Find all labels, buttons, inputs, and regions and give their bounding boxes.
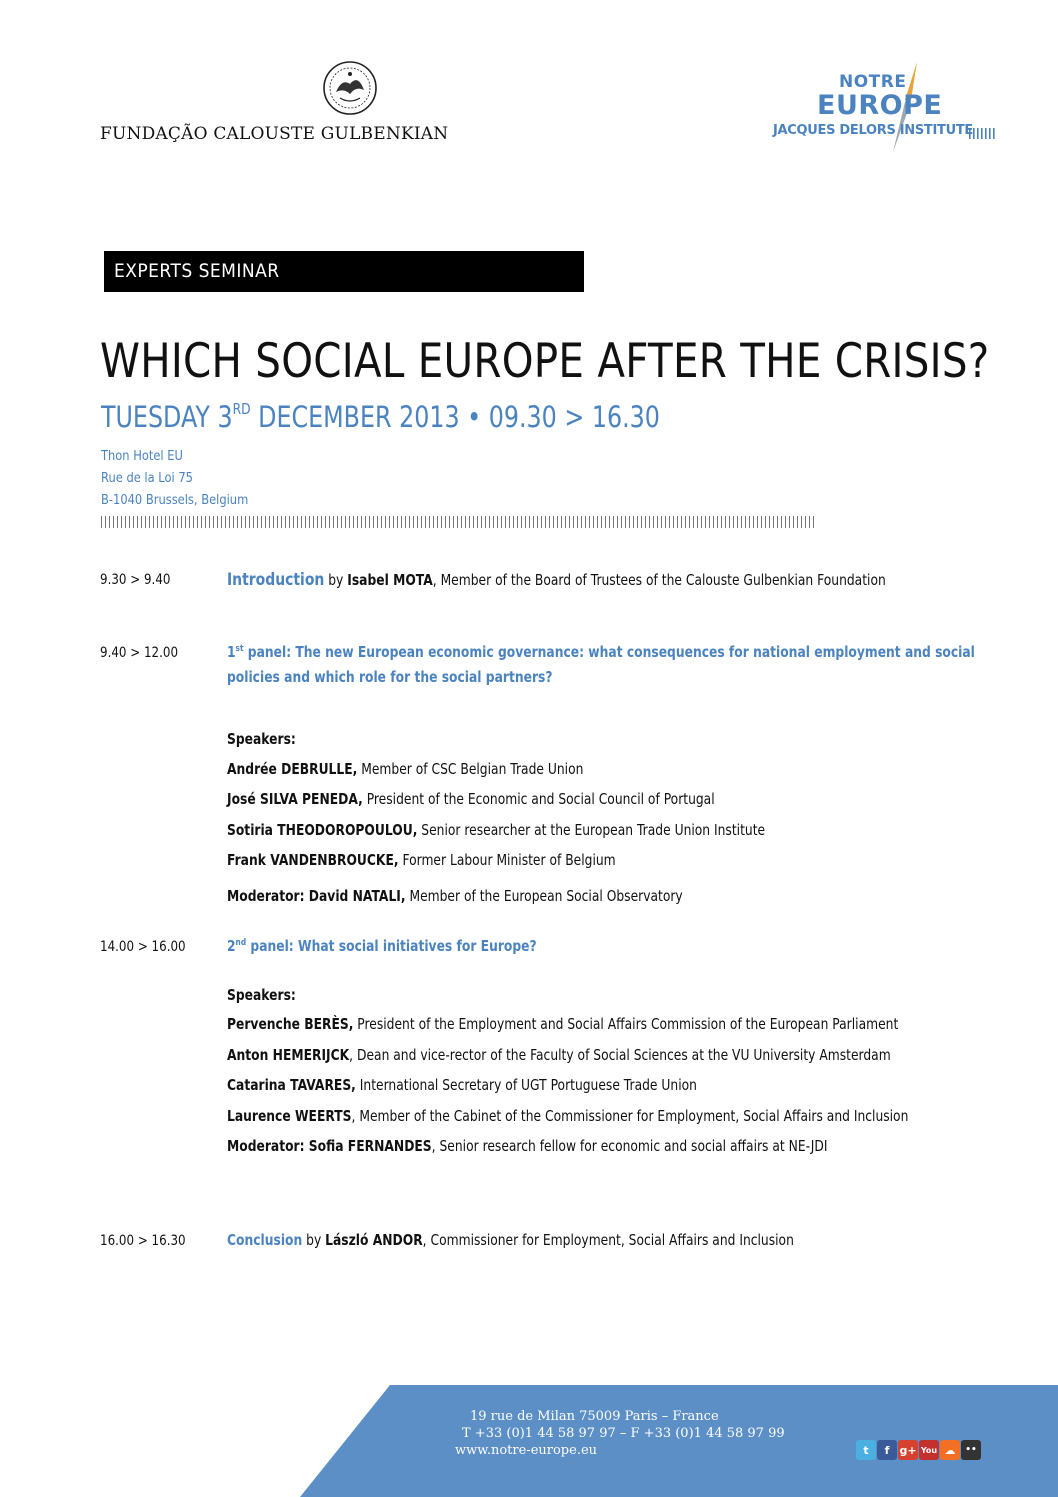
panel1-speaker: [227, 760, 583, 778]
tick-divider: [101, 516, 817, 528]
speaker-role: Former Labour Minister of Belgium: [398, 851, 616, 869]
moderator-role: Member of the European Social Observatory: [405, 887, 683, 905]
intro-speaker: Isabel MOTA: [347, 571, 433, 589]
panel1-speaker: [227, 790, 715, 808]
panel2-time: 14.00 > 16.00: [100, 939, 186, 955]
speaker-name: José SILVA PENEDA,: [227, 790, 363, 808]
panel1-title-line1: [227, 643, 975, 661]
moderator-name: Moderator: David NATALI,: [227, 887, 406, 905]
panel1-time: 9.40 > 12.00: [100, 645, 179, 661]
speaker-name: Andrée DEBRULLE,: [227, 760, 358, 778]
conclusion-speaker: László ANDOR: [325, 1231, 423, 1249]
moderator-role: , Senior research fellow for economic and social affairs at NE-JDI: [431, 1137, 828, 1155]
panel1-title-line2: policies and which role for the social partners?: [227, 668, 553, 686]
notre-europe-subtitle: JACQUES DELORS INSTITUTE: [773, 123, 974, 138]
speaker-role: , Member of the Cabinet of the Commissioner for Employment, Social Affairs and Inclusion: [351, 1107, 909, 1125]
google-plus-icon[interactable]: g+: [898, 1440, 918, 1460]
date-day: TUESDAY 3: [101, 400, 233, 434]
venue-city: B-1040 Brussels, Belgium: [101, 492, 249, 508]
panel1-speaker: [227, 851, 616, 869]
gulbenkian-name: FUNDAÇÃO CALOUSTE GULBENKIAN: [100, 124, 449, 144]
speaker-name: Laurence WEERTS: [227, 1107, 352, 1125]
panel2-speaker: [227, 1046, 891, 1064]
speaker-name: Pervenche BERÈS,: [227, 1015, 354, 1033]
footer-website[interactable]: www.notre-europe.eu: [455, 1443, 598, 1458]
notre-europe-line2: EUROPE: [817, 90, 943, 121]
intro-role: , Member of the Board of Trustees of the Calouste Gulbenkian Foundation: [432, 571, 886, 589]
intro-time: 9.30 > 9.40: [100, 572, 171, 588]
conclusion-by: by: [302, 1231, 326, 1249]
footer-address: 19 rue de Milan 75009 Paris – France: [470, 1409, 719, 1424]
speaker-role: , Dean and vice-rector of the Faculty of Social Sciences at the VU University Amsterdam: [349, 1046, 891, 1064]
panel1-speaker: [227, 821, 765, 839]
conclusion-role: , Commissioner for Employment, Social Affairs and Inclusion: [422, 1231, 794, 1249]
panel2-speaker: [227, 1107, 908, 1125]
panel2-speakers-label: Speakers:: [227, 986, 296, 1004]
speaker-role: President of the Economic and Social Council of Portugal: [362, 790, 715, 808]
page-title: WHICH SOCIAL EUROPE AFTER THE CRISIS?: [100, 334, 990, 389]
intro-line: [227, 570, 886, 590]
event-date: [101, 400, 660, 434]
twitter-icon[interactable]: t: [856, 1440, 876, 1460]
panel1-ordinal: st: [235, 644, 244, 654]
notre-europe-logo: [765, 60, 1000, 155]
speaker-name: Anton HEMERIJCK: [227, 1046, 350, 1064]
soundcloud-icon[interactable]: ☁: [940, 1440, 960, 1460]
panel1-moderator: [227, 887, 683, 905]
panel2-num: 2: [227, 937, 236, 955]
panel1-title-text: panel: The new European economic governance: what consequences for national employment and social: [243, 643, 975, 661]
venue-name: Thon Hotel EU: [101, 448, 183, 464]
date-ordinal: RD: [232, 400, 251, 419]
speaker-role: President of the Employment and Social Affairs Commission of the European Parliament: [353, 1015, 899, 1033]
speaker-role: Member of CSC Belgian Trade Union: [357, 760, 584, 778]
panel2-speaker: [227, 1076, 697, 1094]
conclusion-line: [227, 1231, 794, 1249]
conclusion-label: Conclusion: [227, 1231, 303, 1249]
gulbenkian-emblem-icon: [322, 60, 378, 116]
gulbenkian-logo: [100, 60, 449, 146]
conclusion-time: 16.00 > 16.30: [100, 1233, 186, 1249]
social-icons: [856, 1440, 981, 1460]
panel2-moderator: [227, 1137, 827, 1155]
speaker-name: Sotiria THEODOROPOULOU,: [227, 821, 418, 839]
intro-by: by: [324, 571, 348, 589]
seminar-label: EXPERTS SEMINAR: [114, 260, 280, 282]
panel2-ordinal: nd: [235, 938, 247, 948]
panel1-speakers-label: Speakers:: [227, 730, 296, 748]
facebook-icon[interactable]: f: [877, 1440, 897, 1460]
date-rest: DECEMBER 2013 • 09.30 > 16.30: [250, 400, 660, 434]
footer-phone: T +33 (0)1 44 58 97 97 – F +33 (0)1 44 58 97 99: [462, 1426, 785, 1441]
youtube-icon[interactable]: You: [919, 1440, 939, 1460]
moderator-name: Moderator: Sofia FERNANDES: [227, 1137, 432, 1155]
venue-street: Rue de la Loi 75: [101, 470, 193, 486]
seminar-band: [104, 251, 584, 292]
panel2-speaker: [227, 1015, 898, 1033]
speaker-name: Catarina TAVARES,: [227, 1076, 356, 1094]
panel2-title: [227, 937, 537, 955]
panel1-num: 1: [227, 643, 236, 661]
speaker-role: Senior researcher at the European Trade Union Institute: [417, 821, 766, 839]
panel2-title-text: panel: What social initiatives for Europe?: [246, 937, 537, 955]
flickr-icon[interactable]: ••: [961, 1440, 981, 1460]
speaker-name: Frank VANDENBROUCKE,: [227, 851, 399, 869]
intro-label: Introduction: [227, 570, 325, 590]
notre-europe-line1: NOTRE: [839, 72, 907, 92]
speaker-role: International Secretary of UGT Portuguese Trade Union: [355, 1076, 697, 1094]
